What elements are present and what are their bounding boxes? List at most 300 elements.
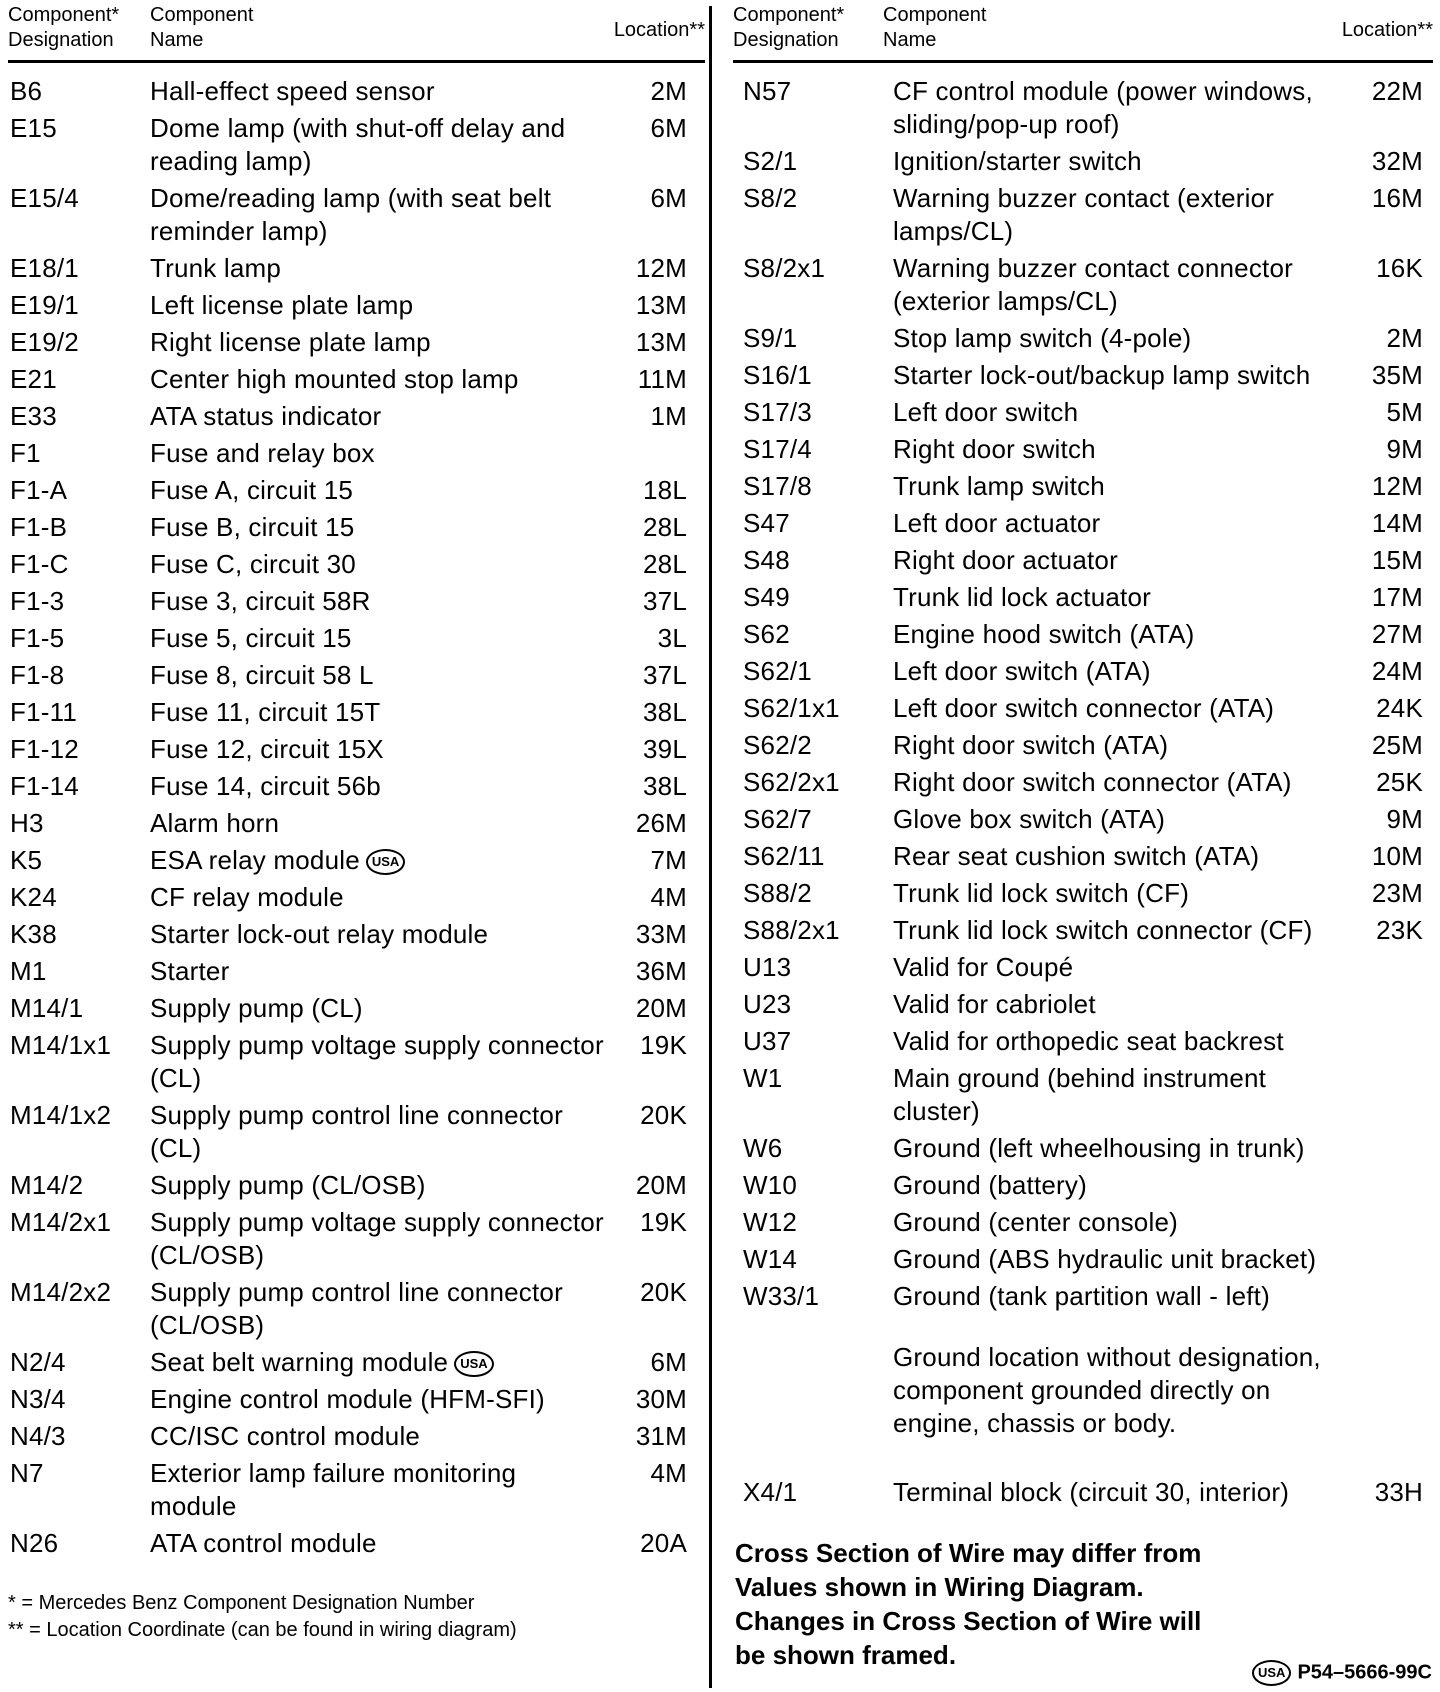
- location-coordinate: 20M: [635, 1170, 687, 1200]
- component-designation: B6: [10, 76, 43, 106]
- component-designation: S88/2x1: [743, 915, 840, 945]
- component-name-cell: [150, 1420, 607, 1453]
- notice-line-1: Cross Section of Wire may differ from Values shown in Wiring Diagram.: [735, 1538, 1202, 1602]
- component-designation: S49: [743, 582, 790, 612]
- table-row: [0, 770, 705, 803]
- component-designation: M14/1x1: [10, 1030, 112, 1060]
- component-name: CF relay module: [150, 882, 344, 912]
- component-name: Hall-effect speed sensor: [150, 76, 435, 106]
- component-name-cell: [893, 766, 1353, 799]
- component-name-cell: [150, 659, 607, 692]
- component-name: Seat belt warning module: [150, 1347, 449, 1377]
- location-coordinate: [1353, 1169, 1433, 1202]
- footnote-double-asterisk: ** = Location Coordinate (can be found in wiring diagram): [8, 1619, 517, 1641]
- header-designation: Component* Designation: [733, 4, 845, 51]
- component-designation: S62/7: [743, 804, 812, 834]
- component-name-cell: [893, 75, 1353, 141]
- component-name: Glove box switch (ATA): [893, 804, 1166, 834]
- location-coordinate: 4M: [650, 882, 687, 912]
- right-column: [733, 0, 1433, 1513]
- location-coordinate: 38L: [643, 771, 687, 801]
- component-designation: M14/1x2: [10, 1100, 112, 1130]
- component-designation: E15: [10, 113, 57, 143]
- component-designation: F1-B: [10, 512, 68, 542]
- location-coordinate: 38L: [643, 697, 687, 727]
- location-coordinate: 33M: [635, 919, 687, 949]
- component-designation: M14/2: [10, 1170, 84, 1200]
- component-name: Fuse B, circuit 15: [150, 512, 355, 542]
- component-name: Right door switch: [893, 434, 1096, 464]
- table-row: [0, 511, 705, 544]
- component-name: Trunk lamp: [150, 253, 282, 283]
- component-name-cell: [893, 1476, 1353, 1509]
- table-row: [733, 396, 1433, 429]
- component-designation: W10: [743, 1170, 798, 1200]
- left-table-body: [0, 63, 705, 1560]
- table-row: [733, 252, 1433, 318]
- component-name: Stop lamp switch (4-pole): [893, 323, 1192, 353]
- table-row: [0, 1206, 705, 1272]
- table-row: [733, 322, 1433, 355]
- component-name: CF control module (power windows, sliding/pop-up roof): [893, 76, 1313, 139]
- location-coordinate: 7M: [650, 845, 687, 875]
- location-coordinate: 20A: [640, 1528, 687, 1558]
- component-name-cell: [893, 396, 1353, 429]
- location-coordinate: 35M: [1371, 360, 1423, 390]
- location-coordinate: 9M: [1386, 434, 1423, 464]
- component-name: ATA control module: [150, 1528, 377, 1558]
- component-designation: N26: [10, 1528, 59, 1558]
- table-row: [733, 507, 1433, 540]
- ground-note: Ground location without designation, component grounded directly on engine, chassis or body.: [893, 1342, 1321, 1438]
- table-row: [733, 655, 1433, 688]
- component-name: Warning buzzer contact connector (exterior lamps/CL): [893, 253, 1293, 316]
- location-coordinate: 19K: [640, 1207, 687, 1237]
- component-name-cell: [893, 581, 1353, 614]
- component-name-cell: [150, 1527, 607, 1560]
- component-name: Valid for orthopedic seat backrest: [893, 1026, 1284, 1056]
- component-name: Alarm horn: [150, 808, 280, 838]
- location-coordinate: 32M: [1371, 146, 1423, 176]
- notice-line-2: Changes in Cross Section of Wire will be shown framed.: [735, 1606, 1202, 1670]
- location-coordinate: 6M: [650, 183, 687, 213]
- component-name-cell: [893, 655, 1353, 688]
- component-name: Right door switch (ATA): [893, 730, 1169, 760]
- component-name-cell: [893, 877, 1353, 910]
- location-coordinate: 12M: [635, 253, 687, 283]
- component-name: Supply pump voltage supply connector (CL/OSB): [150, 1207, 604, 1270]
- component-name-cell: [150, 112, 607, 178]
- component-name: Main ground (behind instrument cluster): [893, 1063, 1267, 1126]
- component-name: Engine control module (HFM-SFI): [150, 1384, 545, 1414]
- table-row: [0, 733, 705, 766]
- component-name-cell: [893, 1062, 1353, 1128]
- component-name-cell: [150, 807, 607, 840]
- table-row: [0, 548, 705, 581]
- component-name-cell: [893, 433, 1353, 466]
- component-name-cell: [150, 474, 607, 507]
- location-coordinate: 33H: [1374, 1477, 1423, 1507]
- location-coordinate: 31M: [635, 1421, 687, 1451]
- component-designation: E21: [10, 364, 57, 394]
- component-designation: S9/1: [743, 323, 798, 353]
- location-coordinate: 20M: [635, 993, 687, 1023]
- component-name: Ignition/starter switch: [893, 146, 1142, 176]
- component-name: Dome/reading lamp (with seat belt reminder lamp): [150, 183, 552, 246]
- table-row: [0, 1169, 705, 1202]
- left-column: [0, 0, 705, 1564]
- component-name-cell: [150, 622, 607, 655]
- footnotes: [8, 1590, 517, 1644]
- component-name: Engine hood switch (ATA): [893, 619, 1195, 649]
- component-designation: F1-A: [10, 475, 68, 505]
- component-designation: S17/8: [743, 471, 812, 501]
- component-designation: X4/1: [743, 1477, 798, 1507]
- location-coordinate: 28L: [643, 512, 687, 542]
- component-designation: S62: [743, 619, 790, 649]
- component-name: Trunk lid lock switch connector (CF): [893, 915, 1313, 945]
- component-designation: W1: [743, 1063, 783, 1093]
- location-coordinate: 20K: [640, 1277, 687, 1307]
- location-coordinate: 6M: [650, 113, 687, 143]
- component-name: Ground (left wheelhousing in trunk): [893, 1133, 1305, 1163]
- table-row: [733, 618, 1433, 651]
- location-coordinate: [1353, 1280, 1433, 1313]
- location-coordinate: 23K: [1376, 915, 1423, 945]
- component-name-cell: [150, 770, 607, 803]
- component-name-cell: [893, 692, 1353, 725]
- component-designation: M14/1: [10, 993, 84, 1023]
- table-row: [0, 437, 705, 470]
- component-name-cell: [893, 803, 1353, 836]
- component-name: Supply pump control line connector (CL/OSB): [150, 1277, 563, 1340]
- component-name-cell: [893, 1243, 1353, 1276]
- location-coordinate: 10M: [1371, 841, 1423, 871]
- component-name-cell: [150, 585, 607, 618]
- component-designation: F1-5: [10, 623, 65, 653]
- location-coordinate: 36M: [635, 956, 687, 986]
- table-row: [733, 1169, 1433, 1202]
- document-id: [1252, 1660, 1432, 1686]
- component-name: Ground (tank partition wall - left): [893, 1281, 1270, 1311]
- table-row: [0, 326, 705, 359]
- component-designation: U23: [743, 989, 792, 1019]
- component-name: ATA status indicator: [150, 401, 382, 431]
- table-row: [0, 918, 705, 951]
- location-coordinate: 25K: [1376, 767, 1423, 797]
- header-designation: Component* Designation: [8, 4, 120, 51]
- component-name-cell: [893, 840, 1353, 873]
- component-name-cell: [150, 844, 607, 877]
- component-designation: N7: [10, 1458, 44, 1488]
- component-designation: H3: [10, 808, 44, 838]
- component-name: Fuse 5, circuit 15: [150, 623, 352, 653]
- component-name-cell: [150, 1029, 607, 1095]
- header-name: Component Name: [150, 4, 254, 51]
- table-row: [0, 363, 705, 396]
- table-row: [733, 359, 1433, 392]
- component-name: Supply pump (CL): [150, 993, 363, 1023]
- component-name: Starter lock-out/backup lamp switch: [893, 360, 1311, 390]
- component-designation: S8/2: [743, 183, 798, 213]
- component-designation: F1-11: [10, 697, 77, 727]
- component-designation: E19/2: [10, 327, 79, 357]
- table-row: [0, 1383, 705, 1416]
- component-name-cell: [893, 729, 1353, 762]
- component-designation: W6: [743, 1133, 783, 1163]
- component-name: Terminal block (circuit 30, interior): [893, 1477, 1290, 1507]
- table-row: [733, 1062, 1433, 1128]
- location-coordinate: 27M: [1371, 619, 1423, 649]
- table-row: [733, 145, 1433, 178]
- component-name-cell: [893, 544, 1353, 577]
- ground-note-row: [733, 1341, 1433, 1440]
- component-name-cell: [150, 511, 607, 544]
- component-name-cell: [150, 955, 607, 988]
- table-row: [733, 1476, 1433, 1509]
- table-row: [0, 955, 705, 988]
- component-designation: S47: [743, 508, 790, 538]
- component-name: Right license plate lamp: [150, 327, 431, 357]
- component-designation: W12: [743, 1207, 798, 1237]
- table-row: [733, 544, 1433, 577]
- component-name-cell: [150, 437, 607, 470]
- table-row: [0, 659, 705, 692]
- component-designation: W33/1: [743, 1281, 820, 1311]
- usa-badge-icon: USA: [1252, 1660, 1291, 1686]
- header-location: Location**: [1341, 19, 1433, 41]
- table-row: [0, 992, 705, 1025]
- location-coordinate: 26M: [635, 808, 687, 838]
- table-row: [0, 1029, 705, 1095]
- location-coordinate: 16K: [1376, 253, 1423, 283]
- table-row: [733, 951, 1433, 984]
- component-name: ESA relay module: [150, 845, 360, 875]
- component-name-cell: [150, 289, 607, 322]
- location-coordinate: 20K: [640, 1100, 687, 1130]
- component-name-cell: [893, 359, 1353, 392]
- component-designation: S62/1x1: [743, 693, 840, 723]
- component-designation: F1-8: [10, 660, 65, 690]
- component-designation: S62/1: [743, 656, 812, 686]
- component-name: Starter lock-out relay module: [150, 919, 489, 949]
- table-row: [0, 252, 705, 285]
- table-row: [0, 844, 705, 877]
- table-row: [733, 470, 1433, 503]
- location-coordinate: 4M: [650, 1458, 687, 1488]
- component-designation: S88/2: [743, 878, 812, 908]
- location-coordinate: 18L: [643, 475, 687, 505]
- location-coordinate: [607, 437, 705, 470]
- component-name-cell: [150, 75, 607, 108]
- table-row: [733, 1243, 1433, 1276]
- component-name-cell: [893, 914, 1353, 947]
- table-row: [733, 1132, 1433, 1165]
- component-name-cell: [150, 1276, 607, 1342]
- component-name: Left door switch connector (ATA): [893, 693, 1275, 723]
- location-coordinate: 3L: [657, 623, 687, 653]
- component-designation: M14/2x1: [10, 1207, 112, 1237]
- component-designation: S48: [743, 545, 790, 575]
- component-designation: E15/4: [10, 183, 79, 213]
- location-coordinate: 14M: [1371, 508, 1423, 538]
- component-name: Dome lamp (with shut-off delay and reading lamp): [150, 113, 566, 176]
- component-name-cell: [893, 145, 1353, 178]
- component-name: Valid for Coupé: [893, 952, 1074, 982]
- location-coordinate: 22M: [1371, 76, 1423, 106]
- location-coordinate: [1353, 1025, 1433, 1058]
- location-coordinate: 2M: [650, 76, 687, 106]
- component-designation: N57: [743, 76, 792, 106]
- component-designation: F1: [10, 438, 41, 468]
- location-coordinate: 13M: [635, 327, 687, 357]
- table-row: [0, 807, 705, 840]
- table-row: [0, 1346, 705, 1379]
- component-name: Fuse 12, circuit 15X: [150, 734, 384, 764]
- location-coordinate: 16M: [1371, 183, 1423, 213]
- component-name-cell: [150, 733, 607, 766]
- component-designation: M1: [10, 956, 47, 986]
- table-row: [0, 474, 705, 507]
- location-coordinate: 6M: [650, 1347, 687, 1377]
- table-row: [733, 914, 1433, 947]
- document-code: P54–5666-99C: [1297, 1661, 1432, 1684]
- component-designation: K5: [10, 845, 43, 875]
- location-coordinate: [1353, 1062, 1433, 1128]
- component-name-cell: [150, 881, 607, 914]
- column-divider: [709, 6, 712, 1688]
- right-table-header: [733, 0, 1433, 63]
- component-name: Fuse 8, circuit 58 L: [150, 660, 374, 690]
- component-name-cell: [893, 1280, 1353, 1313]
- component-name: Ground (ABS hydraulic unit bracket): [893, 1244, 1317, 1274]
- component-name: Supply pump (CL/OSB): [150, 1170, 426, 1200]
- table-row: [0, 75, 705, 108]
- table-row: [0, 1457, 705, 1523]
- wire-cross-section-notice: [735, 1536, 1215, 1672]
- usa-badge-icon: USA: [366, 849, 405, 875]
- location-coordinate: [1353, 1243, 1433, 1276]
- component-designation: F1-14: [10, 771, 79, 801]
- component-name: Exterior lamp failure monitoring module: [150, 1458, 517, 1521]
- component-name: Left door actuator: [893, 508, 1101, 538]
- location-coordinate: 24K: [1376, 693, 1423, 723]
- component-name-cell: [893, 322, 1353, 355]
- component-name: Trunk lamp switch: [893, 471, 1105, 501]
- table-row: [0, 112, 705, 178]
- component-name: Supply pump voltage supply connector (CL): [150, 1030, 604, 1093]
- component-name-cell: [893, 1025, 1353, 1058]
- component-name: Right door switch connector (ATA): [893, 767, 1292, 797]
- table-row: [733, 877, 1433, 910]
- component-name: Fuse and relay box: [150, 438, 375, 468]
- component-designation: U37: [743, 1026, 792, 1056]
- component-name: Starter: [150, 956, 230, 986]
- location-coordinate: 12M: [1371, 471, 1423, 501]
- location-coordinate: 24M: [1371, 656, 1423, 686]
- component-designation: N4/3: [10, 1421, 66, 1451]
- location-coordinate: 11M: [637, 364, 687, 394]
- location-coordinate: 30M: [635, 1384, 687, 1414]
- location-coordinate: 25M: [1371, 730, 1423, 760]
- component-designation: F1-12: [10, 734, 79, 764]
- component-name: Fuse 11, circuit 15T: [150, 697, 381, 727]
- component-name: Warning buzzer contact (exterior lamps/CL): [893, 183, 1275, 246]
- table-row: [733, 75, 1433, 141]
- component-name: Trunk lid lock switch (CF): [893, 878, 1190, 908]
- component-designation: S8/2x1: [743, 253, 826, 283]
- component-designation: S62/2: [743, 730, 812, 760]
- component-name: Right door actuator: [893, 545, 1118, 575]
- location-coordinate: 23M: [1371, 878, 1423, 908]
- table-row: [733, 433, 1433, 466]
- component-designation: N2/4: [10, 1347, 66, 1377]
- component-name: Fuse 3, circuit 58R: [150, 586, 371, 616]
- component-name-cell: [150, 918, 607, 951]
- table-row: [0, 1276, 705, 1342]
- component-name-cell: [150, 363, 607, 396]
- empty-designation: [733, 1341, 893, 1440]
- component-name-cell: [150, 548, 607, 581]
- component-designation: S2/1: [743, 146, 798, 176]
- component-name-cell: [150, 1099, 607, 1165]
- location-coordinate: 1M: [650, 401, 687, 431]
- component-designation: S62/2x1: [743, 767, 840, 797]
- location-coordinate: 5M: [1386, 397, 1423, 427]
- header-location: Location**: [613, 19, 705, 41]
- component-name: Left license plate lamp: [150, 290, 414, 320]
- component-name: Fuse C, circuit 30: [150, 549, 356, 579]
- location-coordinate: 37L: [643, 586, 687, 616]
- component-designation: U13: [743, 952, 792, 982]
- component-designation: K24: [10, 882, 57, 912]
- location-coordinate: 2M: [1386, 323, 1423, 353]
- table-row: [0, 1527, 705, 1560]
- component-name: Left door switch: [893, 397, 1079, 427]
- location-coordinate: 9M: [1386, 804, 1423, 834]
- table-row: [0, 881, 705, 914]
- component-name-cell: [893, 1169, 1353, 1202]
- location-coordinate: [1353, 988, 1433, 1021]
- table-row: [0, 182, 705, 248]
- usa-badge-icon: USA: [454, 1351, 493, 1377]
- table-row: [0, 289, 705, 322]
- component-name-cell: [150, 1383, 607, 1416]
- component-designation: W14: [743, 1244, 798, 1274]
- table-row: [0, 1420, 705, 1453]
- component-name-cell: [893, 507, 1353, 540]
- component-name-cell: [893, 470, 1353, 503]
- table-row: [733, 803, 1433, 836]
- component-name-cell: [150, 696, 607, 729]
- table-row: [733, 1280, 1433, 1313]
- location-coordinate: 13M: [635, 290, 687, 320]
- component-designation: S62/11: [743, 841, 825, 871]
- table-row: [733, 840, 1433, 873]
- component-name-cell: [893, 1206, 1353, 1239]
- component-designation: E18/1: [10, 253, 79, 283]
- component-name-cell: [150, 992, 607, 1025]
- component-name: Ground (center console): [893, 1207, 1178, 1237]
- table-row: [733, 1206, 1433, 1239]
- header-name: Component Name: [883, 4, 987, 51]
- component-name-cell: [893, 988, 1353, 1021]
- table-row: [733, 182, 1433, 248]
- left-table-header: [8, 0, 705, 63]
- table-row: [733, 766, 1433, 799]
- location-coordinate: 15M: [1371, 545, 1423, 575]
- footnote-single-asterisk: * = Mercedes Benz Component Designation Number: [8, 1592, 475, 1614]
